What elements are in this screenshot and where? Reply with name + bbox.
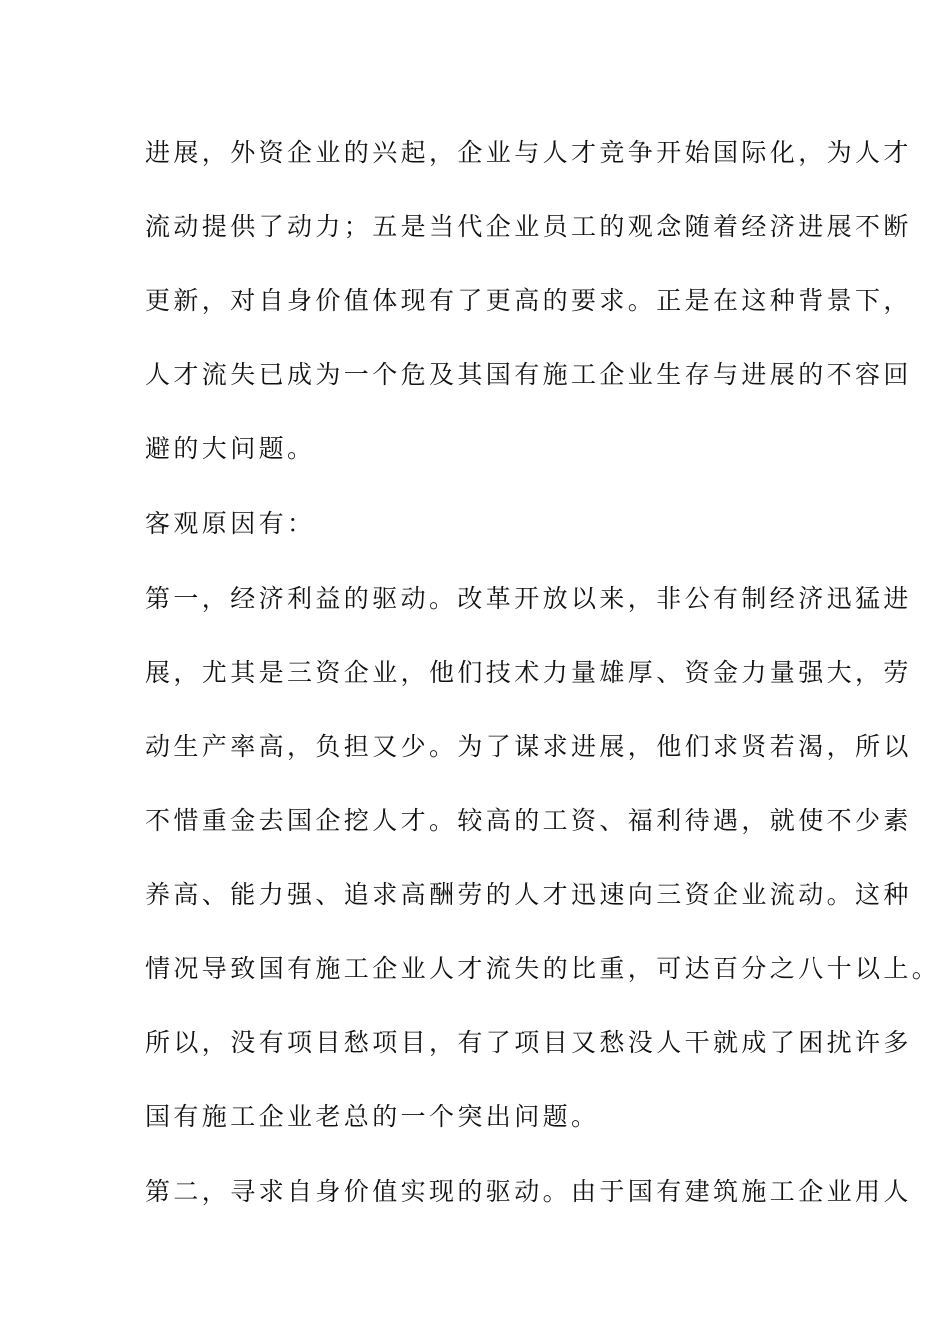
text-line: 更新，对自身价值体现有了更高的要求。正是在这种背景下， (145, 286, 912, 315)
text-line: 展，尤其是三资企业，他们技术力量雄厚、资金力量强大，劳 (145, 658, 912, 687)
text-line: 养高、能力强、追求高酬劳的人才迅速向三资企业流动。这种 (145, 880, 912, 909)
text-line: 流动提供了动力；五是当代企业员工的观念随着经济进展不断 (145, 212, 912, 241)
text-line: 所以，没有项目愁项目，有了项目又愁没人干就成了困扰许多 (145, 1028, 912, 1057)
text-line: 第二，寻求自身价值实现的驱动。由于国有建筑施工企业用人 (145, 1177, 912, 1206)
text-line: 避的大问题。 (145, 434, 316, 463)
text-line: 国有施工企业老总的一个突出问题。 (145, 1102, 600, 1131)
section-heading: 客观原因有： (145, 509, 316, 538)
text-line: 情况导致国有施工企业人才流失的比重，可达百分之八十以上。 (145, 954, 941, 983)
text-line: 动生产率高，负担又少。为了谋求进展，他们求贤若渴，所以 (145, 732, 912, 761)
text-line: 不惜重金去国企挖人才。较高的工资、福利待遇，就使不少素 (145, 806, 912, 835)
text-line: 第一，经济利益的驱动。改革开放以来，非公有制经济迅猛进 (145, 584, 912, 613)
text-line: 进展，外资企业的兴起，企业与人才竞争开始国际化，为人才 (145, 138, 912, 167)
text-line: 人才流失已成为一个危及其国有施工企业生存与进展的不容回 (145, 360, 912, 389)
